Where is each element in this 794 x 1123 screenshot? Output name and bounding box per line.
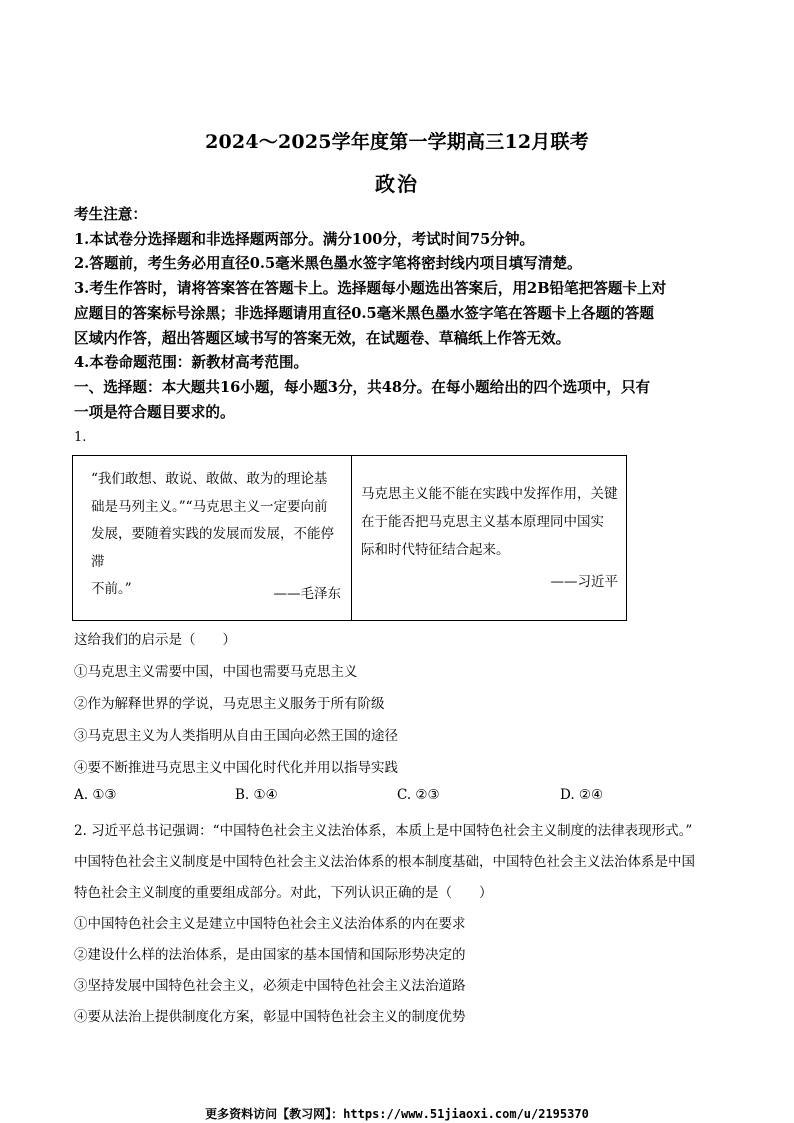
question-1-options: [74, 787, 634, 807]
notice-line: 应题目的答案标号涂黑；非选择题请用直径0.5毫米黑色墨水签字笔在答题卡上各题的答题: [74, 304, 654, 322]
question-2-stem: 特色社会主义制度的重要组成部分。对此，下列认识正确的是（ ）: [74, 885, 493, 901]
exam-title: 2024～2025学年度第一学期高三12月联考: [205, 131, 589, 153]
question-2-item: ③坚持发展中国特色社会主义，必须走中国特色社会主义法治道路: [74, 978, 466, 994]
option-a[interactable]: A. ①③: [74, 787, 117, 803]
option-d[interactable]: D. ②④: [560, 787, 604, 803]
question-1-item: ③马克思主义为人类指明从自由王国向必然王国的途径: [74, 728, 398, 744]
notice-line: 3.考生作答时，请将答案答在答题卡上。选择题每小题选出答案后，用2B铅笔把答题卡上对: [74, 280, 667, 298]
question-1-number: 1.: [74, 430, 87, 445]
option-b[interactable]: B. ①④: [235, 787, 278, 803]
quote-line: 在于能否把马克思主义基本原理同中国实: [361, 514, 604, 530]
question-2-item: ④要从法治上提供制度化方案，彰显中国特色社会主义的制度优势: [74, 1009, 466, 1025]
exam-subject: 政治: [375, 172, 419, 196]
quote-line: 马克思主义能不能在实践中发挥作用，关键: [361, 486, 618, 502]
section-heading: 一、选择题：本大题共16小题，每小题3分，共48分。在每小题给出的四个选项中，只有: [74, 378, 651, 396]
section-heading: 一项是符合题目要求的。: [74, 403, 235, 421]
quote-xi: [352, 456, 626, 620]
candidate-notice: [74, 203, 724, 425]
option-c[interactable]: C. ②③: [397, 787, 440, 803]
quote-attribution: ——毛泽东: [273, 585, 341, 602]
question-2-stem: 中国特色社会主义制度是中国特色社会主义法治体系的根本制度基础，中国特色社会主义法治体系是中国: [74, 854, 695, 870]
question-1-item: ②作为解释世界的学说，马克思主义服务于所有阶级: [74, 696, 385, 712]
notice-line: 区域内作答，超出答题区域书写的答案无效，在试题卷、草稿纸上作答无效。: [74, 329, 571, 347]
question-2-item: ①中国特色社会主义是建立中国特色社会主义法治体系的内在要求: [74, 916, 466, 932]
notice-line: 4.本卷命题范围：新教材高考范围。: [74, 354, 309, 372]
quote-attribution: ——习近平: [550, 574, 618, 590]
notice-line: 2.答题前，考生务必用直径0.5毫米黑色墨水签字笔将密封线内项目填写清楚。: [74, 255, 582, 273]
quote-line: 础是马列主义。”“马克思主义一定要向前: [91, 498, 328, 515]
quote-line: 发展，要随着实践的发展而发展，不能停滞: [91, 526, 334, 570]
quote-table: [72, 455, 627, 621]
notice-heading: 考生注意：: [74, 206, 147, 223]
question-1-item: ①马克思主义需要中国，中国也需要马克思主义: [74, 664, 358, 680]
question-1-item: ④要不断推进马克思主义中国化时代化并用以指导实践: [74, 760, 398, 776]
question-1-stem: 这给我们的启示是（ ）: [74, 632, 236, 648]
footer-link[interactable]: 更多资料访问【教习网】：https://www.51jiaoxi.com/u/2195370: [205, 1107, 589, 1121]
notice-line: 1.本试卷分选择题和非选择题两部分。满分100分，考试时间75分钟。: [74, 230, 535, 248]
quote-line: 不前。”: [91, 581, 132, 597]
quote-line: 际和时代特征结合起来。: [361, 542, 510, 558]
quote-line: “我们敢想、敢说、敢做、敢为的理论基: [91, 471, 328, 487]
question-2-stem: 2. 习近平总书记强调：“中国特色社会主义法治体系，本质上是中国特色社会主义制度的法律表现形式。”: [74, 823, 693, 839]
quote-mao: [73, 456, 352, 620]
question-2-item: ②建设什么样的法治体系，是由国家的基本国情和国际形势决定的: [74, 947, 466, 963]
